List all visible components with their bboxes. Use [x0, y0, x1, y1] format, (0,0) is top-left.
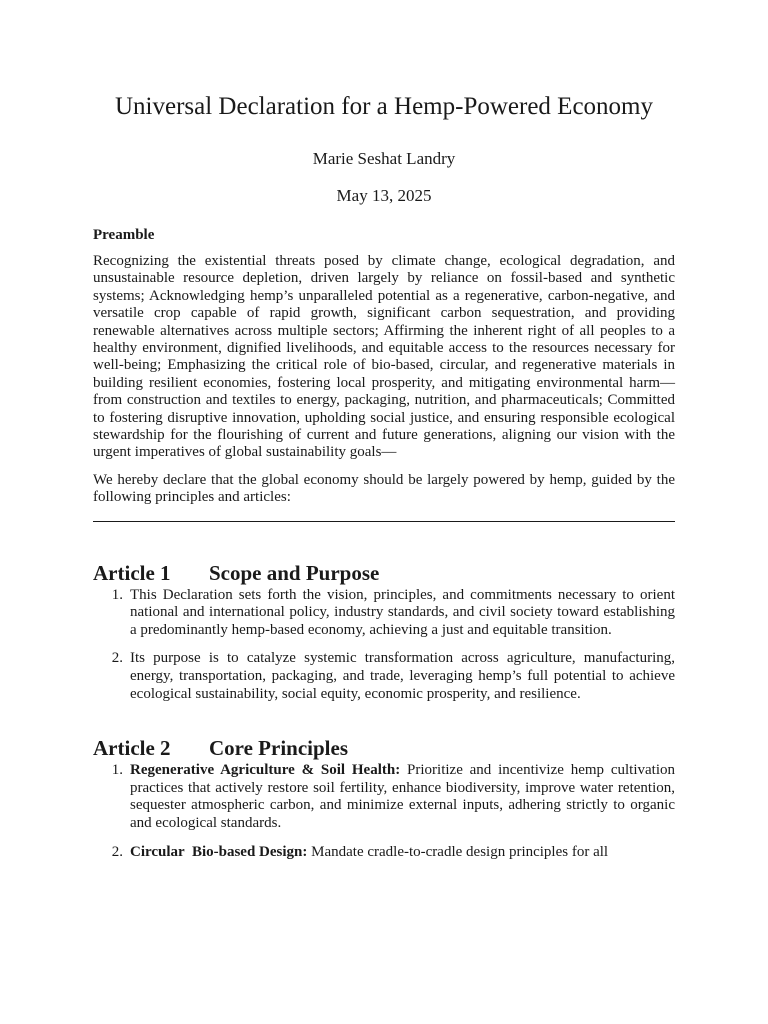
article-1-number: Article 1 [93, 560, 171, 585]
principle-term: Circular Bio-based Design: [130, 843, 308, 860]
list-item [93, 650, 675, 703]
list-item-text [130, 844, 675, 862]
list-item [93, 587, 675, 640]
article-1-heading [93, 559, 675, 587]
article-1-list [93, 587, 675, 704]
principle-description: Prioritize and incentivize hemp cultivation practices that actively restore soil fertility, enhance biodiversity, improve water retention, sequester atmospheric carbon, and minimize external inputs, adhering strictly to organic and ecological standards. [130, 762, 675, 832]
preamble-heading: Preamble [93, 227, 155, 243]
list-item-text: This Declaration sets forth the vision, principles, and commitments necessary to orient national and international policy, industry standards, and civil society toward establishing a predominantly hemp-based economy, achieving a just and equitable transition. [130, 586, 675, 638]
article-2-heading [93, 734, 675, 762]
list-item [93, 844, 675, 862]
document-page [93, 90, 675, 872]
list-item-text [130, 762, 675, 832]
list-item-number: 2. [111, 843, 123, 860]
article-2-title: Core Principles [209, 736, 349, 761]
list-item [93, 762, 675, 832]
document-author: Marie Seshat Landry [312, 149, 456, 168]
article-2-number: Article 2 [93, 736, 171, 761]
list-item-number: 2. [111, 650, 123, 667]
list-item-number: 1. [111, 586, 123, 603]
article-1 [93, 559, 675, 704]
document-date: May 13, 2025 [336, 186, 432, 205]
list-item-text: Its purpose is to catalyze systemic transformation across agriculture, manufacturing, energy, transportation, packaging, and trade, leveraging hemp’s full potential to achieve ecological sustainability, social equity, economic prosperity, and resilience. [130, 650, 675, 702]
section-divider [93, 521, 675, 522]
declaration-paragraph: We hereby declare that the global economy should be largely powered by hemp, guided by the following principles and articles: [93, 471, 675, 506]
article-1-title: Scope and Purpose [209, 560, 380, 585]
article-2 [93, 734, 675, 861]
preamble-paragraph: Recognizing the existential threats posed by climate change, ecological degradation, and unsustainable resource depletion, driven largely by reliance on fossil-based and synthetic systems; Acknowledging hemp’s unparalleled potential as a regenerative, carbon-negative, and versatile crop capable of rapid growth, significant carbon sequestration, and providing renewable alternatives across multiple sectors; Affirming the inherent right of all peoples to a healthy environment, dignified livelihoods, and equitable access to the resources necessary for well-being; Emphasizing the critical role of bio-based, circular, and regenerative materials in building resilient economies, fostering local prosperity, and mitigating environmental harm—from construction and textiles to energy, packaging, nutrition, and pharmaceuticals; Committed to fostering disruptive innovation, upholding social justice, and ensuring responsible ecological stewardship for the flourishing of current and future generations, aligning our vision with the urgent imperatives of global sustainability goals— [93, 253, 675, 461]
article-2-list [93, 762, 675, 861]
document-title: Universal Declaration for a Hemp-Powered Economy [114, 93, 653, 120]
principle-description: Mandate cradle-to-cradle design principles for all [311, 843, 609, 860]
list-item-number: 1. [111, 762, 123, 779]
principle-term: Regenerative Agriculture & Soil Health: [130, 762, 401, 779]
